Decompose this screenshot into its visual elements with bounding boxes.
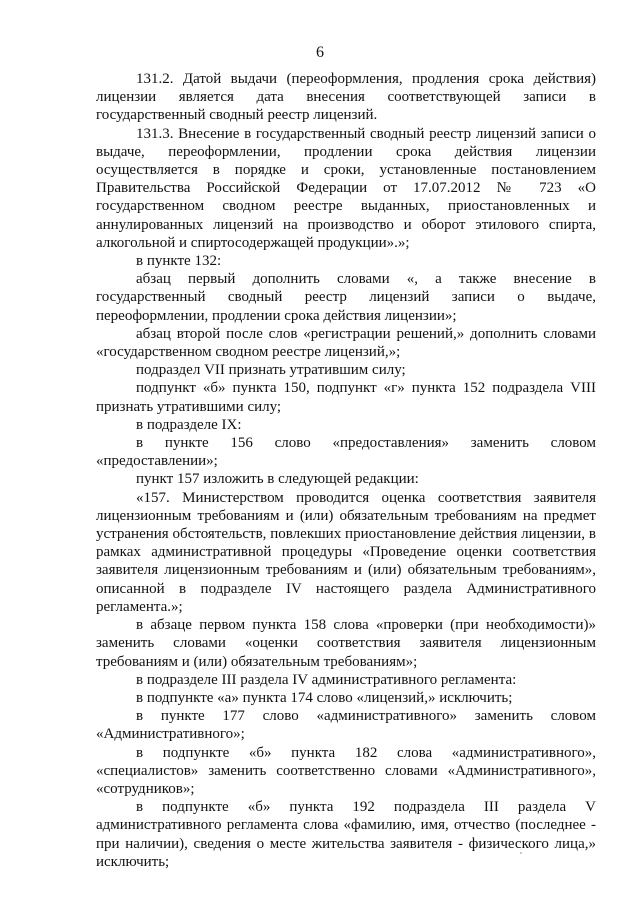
paragraph-item-158: в абзаце первом пункта 158 слова «проверки (при необходимости)» заменить словами «оценки соответствия заявителя лицензионным требованиям и (или) обязательным требованиям»; bbox=[96, 617, 596, 670]
paragraph-subsection-viii: подпункт «б» пункта 150, подпункт «г» пункта 152 подраздела VIII признать утратившими силу; bbox=[96, 380, 596, 415]
paragraph-item-132-intro: в пункте 132: bbox=[136, 253, 222, 270]
paragraph-131-3: 131.3. Внесение в государственный сводный реестр лицензий записи о выдаче, переоформлении, продлении срока действия лицензии осуществляется в порядке и сроки, установленные постановлением Правительства Российской Федерации от 17.07.2012 № 723 «О государственном сводном реестре выданных, приостановленных и аннулированных лицензий на производство и оборот этилового спирта, алкогольной и спиртосодержащей продукции».»; bbox=[96, 125, 596, 251]
paragraph-item-182: в подпункте «б» пункта 182 слова «административного», «специалистов» заменить соответственно словами «Административного», «сотрудников»; bbox=[96, 744, 596, 797]
page-number: 6 bbox=[316, 44, 324, 61]
paragraph-item-157-intro: пункт 157 изложить в следующей редакции: bbox=[136, 471, 419, 488]
paragraph-abzac-second: абзац второй после слов «регистрации решений,» дополнить словами «государственном сводном реестре лицензий,»; bbox=[96, 325, 596, 361]
paragraph-subsection-ix-intro: в подразделе IX: bbox=[136, 416, 242, 433]
paragraph-item-157-text: «157. Министерством проводится оценка соответствия заявителя лицензионным требованиям и (или) обязательным требованиям на предмет устранения обстоятельств, повлекших приостановление действия лицензии, в рамках административной процедуры «Проведение оценки соответствия заявителя лицензионным требованиям и (или) обязательным требованиям», описанной в подразделе IV настоящего раздела Административного регламента.»; bbox=[96, 489, 596, 615]
document-body bbox=[96, 70, 596, 871]
paragraph-subsection-vii: подраздел VII признать утратившим силу; bbox=[136, 362, 406, 379]
paragraph-131-2: 131.2. Датой выдачи (переоформления, продления срока действия) лицензии является дата внесения соответствующей записи в государственный сводный реестр лицензий. bbox=[96, 71, 596, 124]
paragraph-item-174: в подпункте «а» пункта 174 слово «лицензий,» исключить; bbox=[136, 689, 513, 706]
paragraph-abzac-first: абзац первый дополнить словами «, а также внесение в государственный сводный реестр лицензий записи о выдаче, переоформлении, продлении срока действия лицензии»; bbox=[96, 271, 596, 324]
scan-dot bbox=[520, 852, 522, 854]
paragraph-section-iv-intro: в подразделе III раздела IV административного регламента: bbox=[136, 671, 517, 688]
paragraph-item-192: в подпункте «б» пункта 192 подраздела III раздела V административного регламента слова «фамилию, имя, отчество (последнее - при наличии), сведения о месте жительства заявителя - физического лица,» исключить; bbox=[96, 799, 596, 870]
paragraph-item-156: в пункте 156 слово «предоставления» заменить словом «предоставлении»; bbox=[96, 435, 596, 470]
paragraph-item-177: в пункте 177 слово «административного» заменить словом «Административного»; bbox=[96, 708, 596, 743]
